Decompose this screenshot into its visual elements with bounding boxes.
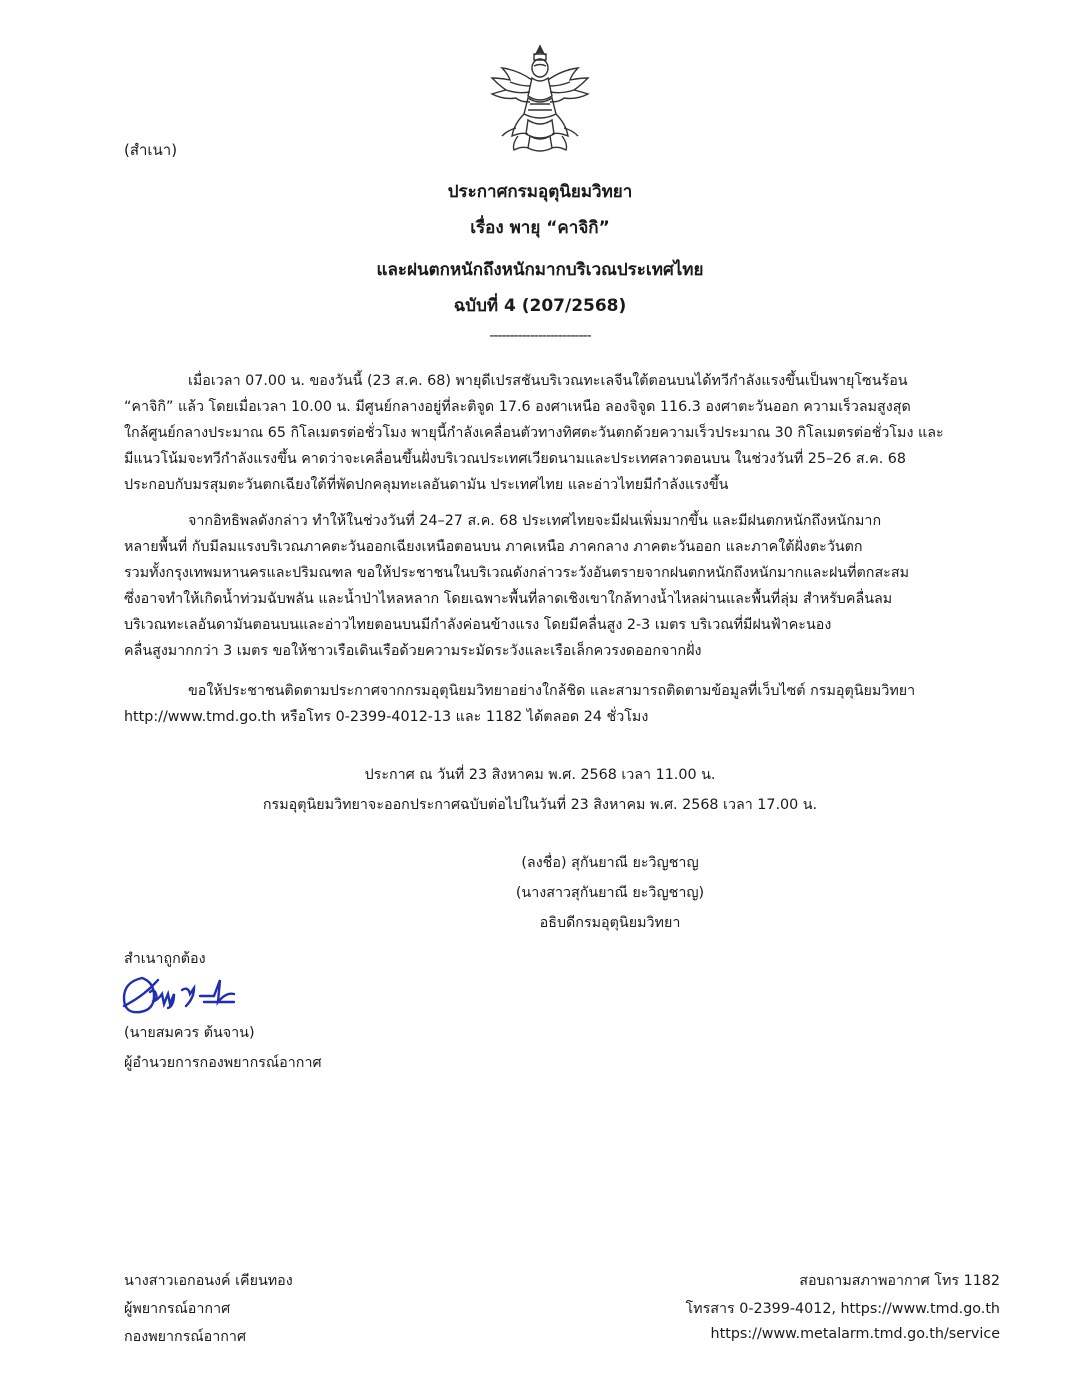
paragraph-line: “คาจิกิ” แล้ว โดยเมื่อเวลา 10.00 น. มีศูนย์กลางอยู่ที่ละติจูด 17.6 องศาเหนือ ลองจิจูด 116.3 องศาตะวันออก ความเร็วลมสูงสุด bbox=[124, 399, 911, 415]
copy-label: (สำเนา) bbox=[124, 141, 178, 159]
paragraph-line: เมื่อเวลา 07.00 น. ของวันนี้ (23 ส.ค. 68) พายุดีเปรสชันบริเวณทะเลจีนใต้ตอนบนได้ทวีกำลังแรงขึ้นเป็นพายุโซนร้อน bbox=[188, 373, 908, 389]
paragraph-line: ขอให้ประชาชนติดตามประกาศจากกรมอุตุนิยมวิทยาอย่างใกล้ชิด และสามารถติดตามข้อมูลที่เว็บไซต์ กรมอุตุนิยมวิทยา bbox=[188, 683, 916, 699]
fax-website: โทรสาร 0-2399-4012, https://www.tmd.go.th bbox=[685, 1301, 1000, 1317]
paragraph-line: หลายพื้นที่ กับมีลมแรงบริเวณภาคตะวันออกเฉียงเหนือตอนบน ภาคเหนือ ภาคกลาง ภาคตะวันออก และภาคใต้ฝั่งตะวันตก bbox=[124, 539, 863, 555]
announcement-subject: เรื่อง พายุ “คาจิกิ” bbox=[470, 218, 610, 238]
title-divider: ------------------------- bbox=[489, 328, 591, 344]
announcement-subject-line2: และฝนตกหนักถึงหนักมากบริเวณประเทศไทย bbox=[376, 260, 704, 280]
certifier-name: (นายสมควร ต้นจาน) bbox=[124, 1025, 255, 1041]
handwritten-signature bbox=[120, 972, 240, 1018]
paragraph-line: มีแนวโน้มจะทวีกำลังแรงขึ้น คาดว่าจะเคลื่อนขึ้นฝั่งบริเวณประเทศเวียดนามและประเทศลาวตอนบน ในช่วงวันที่ 25–26 ส.ค. 68 bbox=[124, 451, 906, 467]
announcement-issue: ฉบับที่ 4 (207/2568) bbox=[453, 296, 627, 316]
announcement-title: ประกาศกรมอุตุนิยมวิทยา bbox=[447, 182, 633, 202]
garuda-emblem-icon bbox=[488, 42, 592, 154]
signed-by: (ลงชื่อ) สุกันยาณี ยะวิญชาญ bbox=[521, 855, 699, 871]
signatory-position: อธิบดีกรมอุตุนิยมวิทยา bbox=[539, 915, 681, 931]
next-announcement: กรมอุตุนิยมวิทยาจะออกประกาศฉบับต่อไปในวันที่ 23 สิงหาคม พ.ศ. 2568 เวลา 17.00 น. bbox=[262, 797, 818, 813]
forecaster-name: นางสาวเอกอนงค์ เคียนทอง bbox=[124, 1273, 293, 1289]
certified-label: สำเนาถูกต้อง bbox=[124, 951, 206, 967]
weather-hotline: สอบถามสภาพอากาศ โทร 1182 bbox=[799, 1273, 1000, 1289]
paragraph-line: http://www.tmd.go.th หรือโทร 0-2399-4012-13 และ 1182 ได้ตลอด 24 ชั่วโมง bbox=[124, 709, 649, 725]
paragraph-line: ประกอบกับมรสุมตะวันตกเฉียงใต้ที่พัดปกคลุมทะเลอันดามัน ประเทศไทย และอ่าวไทยมีกำลังแรงขึ้น bbox=[124, 477, 729, 493]
body-paragraph-3 bbox=[124, 678, 970, 730]
metalarm-url[interactable]: https://www.metalarm.tmd.go.th/service bbox=[710, 1326, 1000, 1342]
body-paragraph-1 bbox=[124, 368, 970, 498]
announce-date: ประกาศ ณ วันที่ 23 สิงหาคม พ.ศ. 2568 เวลา 11.00 น. bbox=[364, 767, 716, 783]
paragraph-line: ซึ่งอาจทำให้เกิดน้ำท่วมฉับพลัน และน้ำป่าไหลหลาก โดยเฉพาะพื้นที่ลาดเชิงเขาใกล้ทางน้ำไหลผ่านและพื้นที่ลุ่ม สำหรับคลื่นลม bbox=[124, 591, 893, 607]
body-paragraph-2 bbox=[124, 508, 970, 664]
forecaster-dept: กองพยากรณ์อากาศ bbox=[124, 1329, 247, 1345]
forecaster-role: ผู้พยากรณ์อากาศ bbox=[124, 1301, 231, 1317]
certifier-position: ผู้อำนวยการกองพยากรณ์อากาศ bbox=[124, 1055, 322, 1071]
paragraph-line: ใกล้ศูนย์กลางประมาณ 65 กิโลเมตรต่อชั่วโมง พายุนี้กำลังเคลื่อนตัวทางทิศตะวันตกด้วยความเร็วประมาณ 30 กิโลเมตรต่อชั่วโมง และ bbox=[124, 425, 944, 441]
paragraph-line: คลื่นสูงมากกว่า 3 เมตร ขอให้ชาวเรือเดินเรือด้วยความระมัดระวังและเรือเล็กควรงดออกจากฝั่ง bbox=[124, 643, 702, 659]
paragraph-line: จากอิทธิพลดังกล่าว ทำให้ในช่วงวันที่ 24–27 ส.ค. 68 ประเทศไทยจะมีฝนเพิ่มมากขึ้น และมีฝนตกหนักถึงหนักมาก bbox=[188, 513, 882, 529]
paragraph-line: บริเวณทะเลอันดามันตอนบนและอ่าวไทยตอนบนมีกำลังค่อนข้างแรง โดยมีคลื่นสูง 2-3 เมตร บริเวณที่มีฝนฟ้าคะนอง bbox=[124, 617, 832, 633]
paragraph-line: รวมทั้งกรุงเทพมหานครและปริมณฑล ขอให้ประชาชนในบริเวณดังกล่าวระวังอันตรายจากฝนตกหนักถึงหนักมากและฝนที่ตกสะสม bbox=[124, 565, 910, 581]
signatory-name: (นางสาวสุกันยาณี ยะวิญชาญ) bbox=[515, 885, 705, 901]
